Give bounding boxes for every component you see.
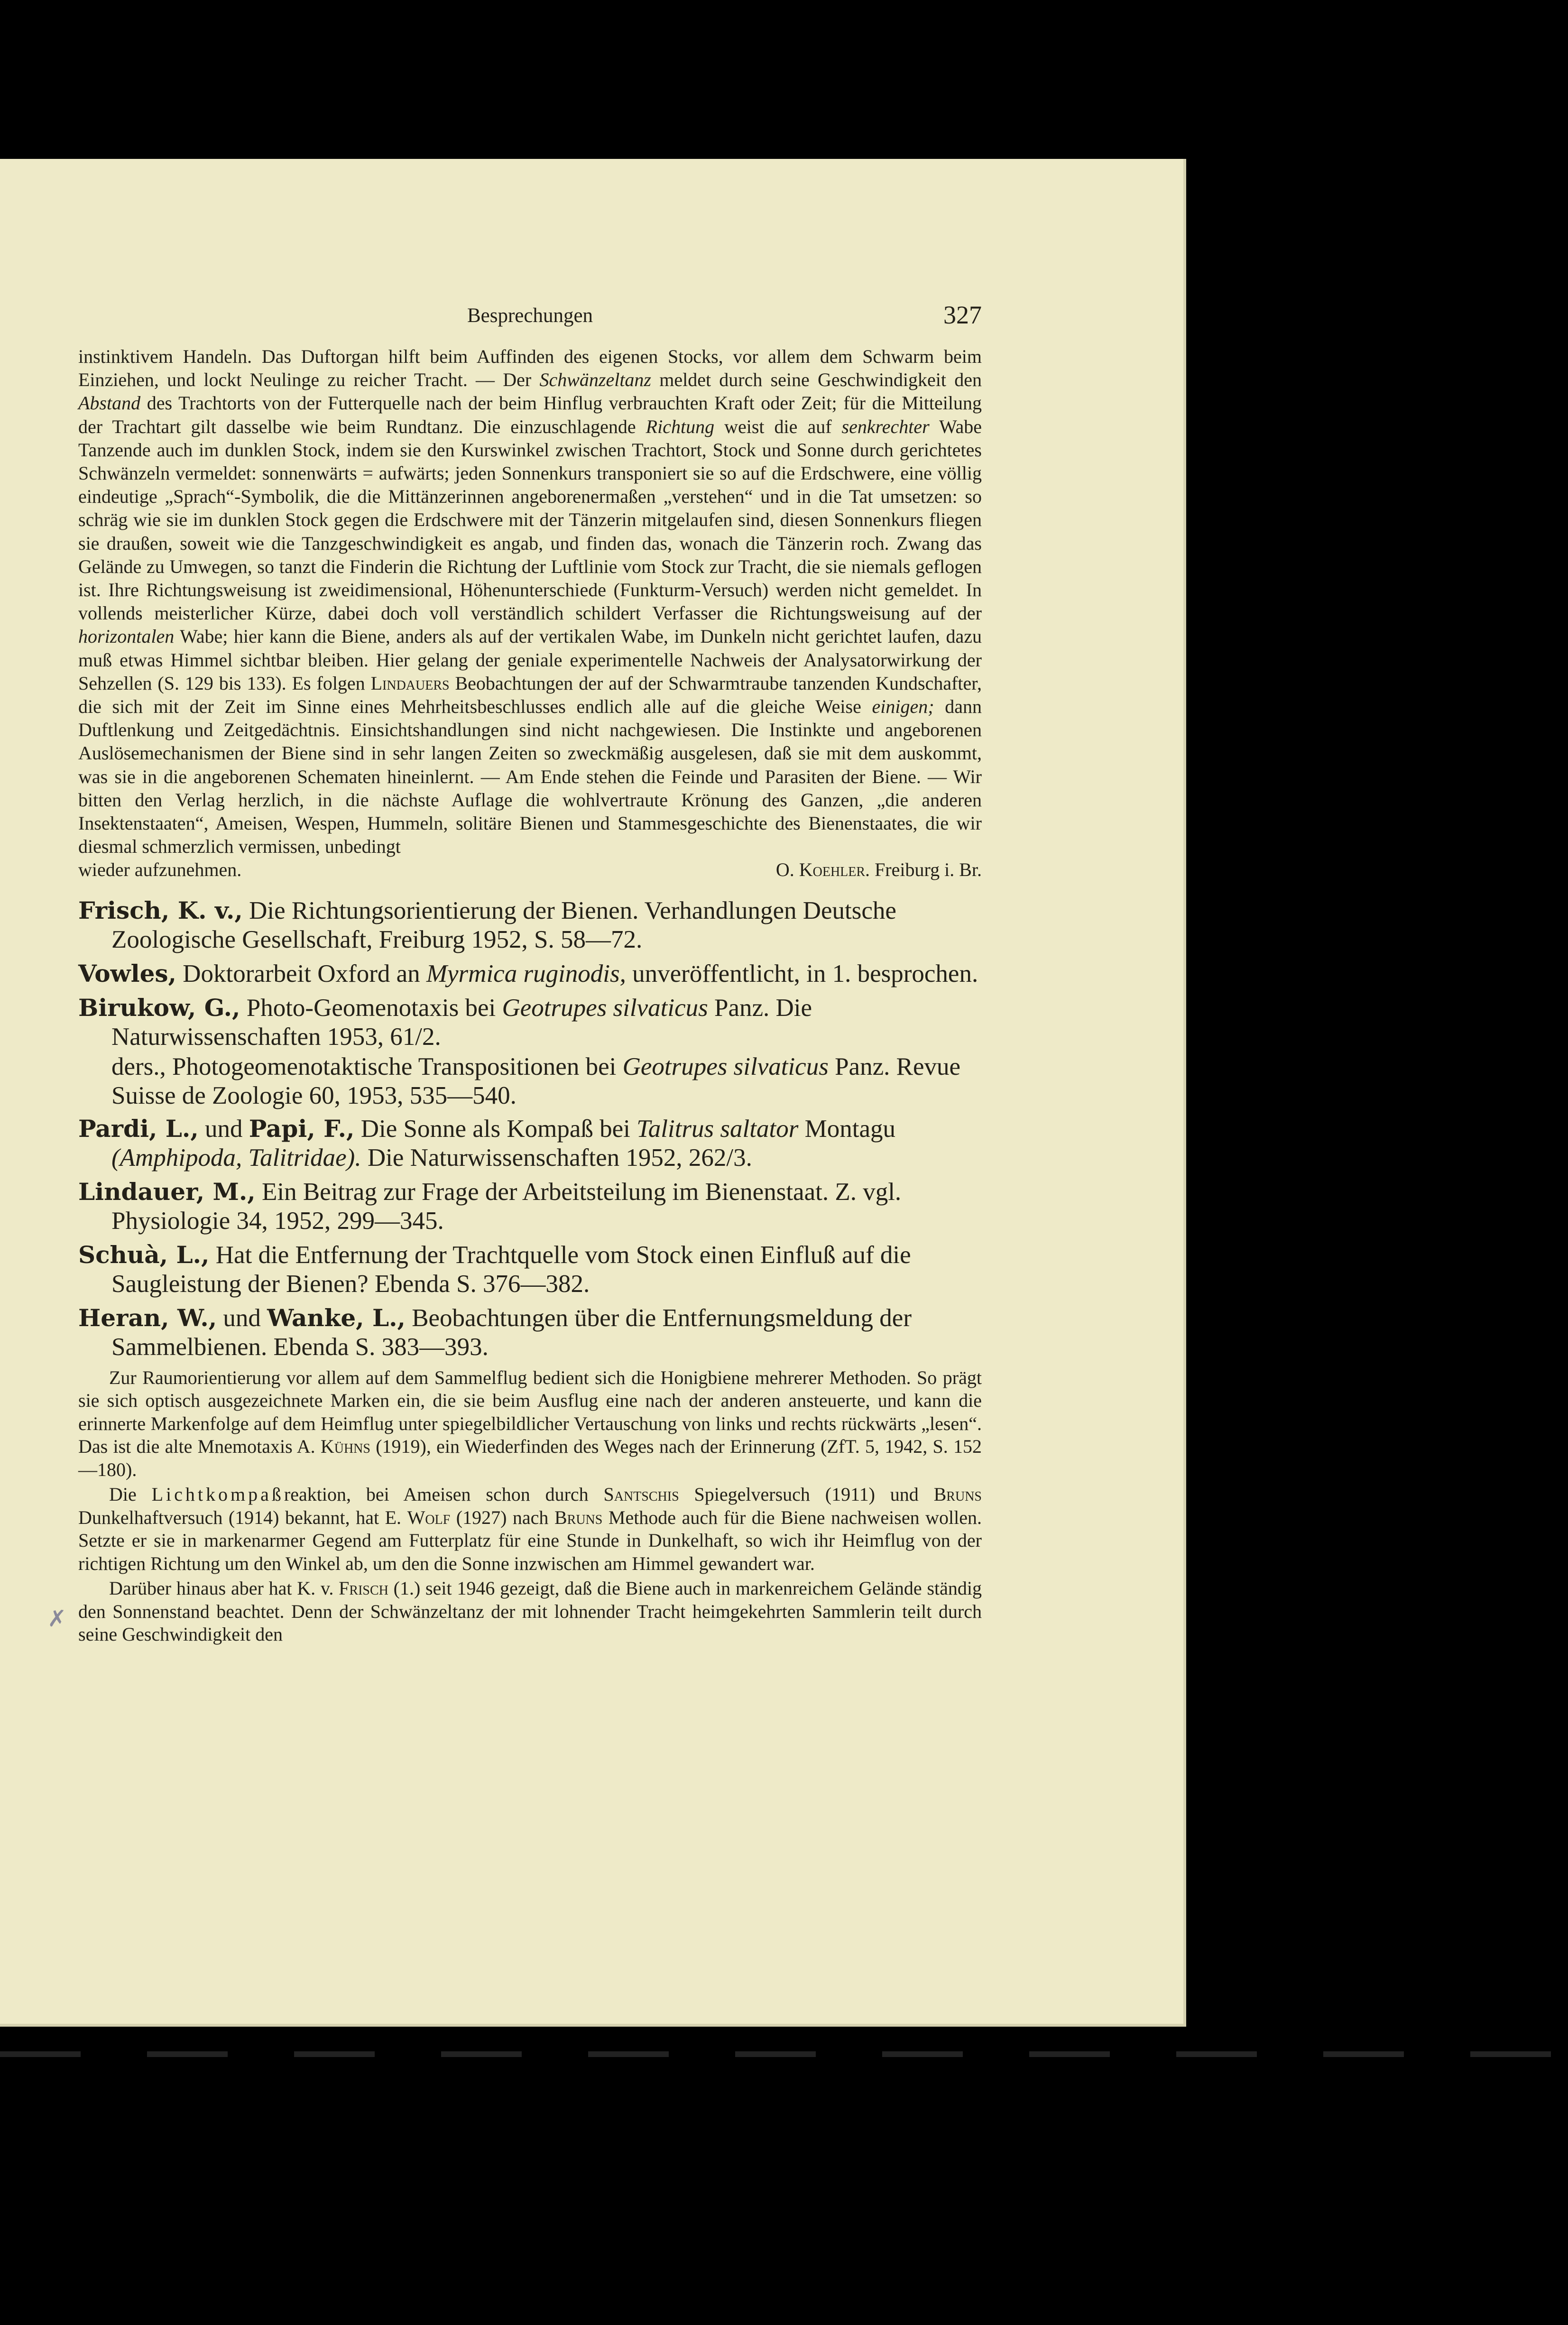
- abstract-paragraph: [78, 1483, 982, 1575]
- reference-author: Birukow, G.,: [78, 993, 240, 1022]
- pencil-mark-icon: ✗: [47, 1606, 67, 1632]
- author-name: Frisch: [339, 1578, 388, 1599]
- reviewer-name: O. Koehler.: [775, 859, 870, 881]
- reference-species: Geotrupes silvaticus: [502, 994, 708, 1022]
- reference-text: Panz. Revue Suisse de Zoologie 60, 1953, 535—540.: [111, 1052, 961, 1109]
- author-name: Bruns: [554, 1506, 603, 1528]
- review-text: meldet durch seine Geschwindigkeit den: [651, 369, 982, 391]
- reference-continuation: [78, 1052, 982, 1110]
- reference-author: Frisch, K. v.,: [78, 896, 243, 924]
- abstract-text: Darüber hinaus aber hat K. v.: [109, 1578, 339, 1599]
- reference-text: Die Naturwissenschaften 1952, 262/3.: [361, 1144, 752, 1172]
- abstract-text: Die: [109, 1484, 152, 1505]
- review-emphasis: Richtung: [646, 415, 715, 437]
- reference-entry: [78, 959, 982, 988]
- reviewer-place: Freiburg i. Br.: [875, 859, 982, 881]
- author-name: Kühns: [320, 1436, 370, 1458]
- signature: [776, 858, 982, 881]
- abstract-text: Dunkelhaftversuch (1914) bekannt, hat E.: [78, 1506, 407, 1528]
- review-text: weist die auf: [714, 415, 842, 437]
- reference-author: Papi, F.,: [249, 1114, 355, 1143]
- reference-author: Lindauer, M.,: [78, 1177, 256, 1206]
- review-emphasis: senkrechter: [841, 415, 930, 437]
- abstract-text: (1.) seit 1946 gezeigt, daß die Biene auch in markenreichem Gelände ständig den Sonnenstand beachtet. Denn der Schwänzeltanz der mit lohnender Tracht heimgekehrten Sammlerin teilt durch seine Geschwindigkeit den: [78, 1578, 982, 1645]
- reference-text: Doktorarbeit Oxford an: [176, 960, 426, 987]
- reference-list: [78, 896, 982, 1362]
- author-name: Bruns: [933, 1484, 982, 1505]
- review-text: Wabe Tanzende auch im dunklen Stock, indem sie den Kurswinkel zwischen Trachtort, Stock und Sonne durch gerichtetes Schwänzeln vermeldet: sonnenwärts = aufwärts; jeden Sonnenkurs transponiert sie so auf die Erdschwere, eine völlig eindeutige „Sprach“-Symbolik, die die Mittänzerinnen angeborenermaßen „verstehen“ und in die Tat umsetzen: so schräg wie sie im dunklen Stock gegen die Erdschwere mit der Tänzerin mitgelaufen sind, diesen Sonnenkurs fliegen sie draußen, soweit wie die Tanzgeschwindigkeit es angab, und finden das, wonach die Tänzerin roch. Zwang das Gelände zu Umwegen, so tanzt die Finderin die Richtung der Luftlinie vom Stock zur Tracht, die sie niemals geflogen ist. Ihre Richtungsweisung ist zweidimensional, Höhenunterschiede (Funkturm-Versuch) werden nicht gemeldet. In vollends meisterlicher Kürze, dabei doch voll verständlich schildert Verfasser die Richtungsweisung auf der: [78, 415, 982, 624]
- reference-text: Panz. Die Naturwissenschaften 1953, 61/2.: [111, 994, 812, 1051]
- abstract: [78, 1366, 982, 1646]
- abstract-text: Spiegelversuch (1911) und: [679, 1484, 934, 1505]
- review-emphasis: Abstand: [78, 392, 141, 414]
- reference-text: Montagu: [798, 1115, 895, 1143]
- reference-connector: und: [217, 1304, 267, 1332]
- reference-entry: [78, 1240, 982, 1299]
- review-emphasis: einigen;: [872, 696, 934, 718]
- abstract-text: Methode auch für die Biene nachweisen wollen. Setzte er sie in markenarmer Gegend am Futterplatz für eine Stunde in Dunkelhaft, so wich ihr Heimflug von der richtigen Richtung um den Winkel ab, um den die Sonne inzwischen am Himmel gewandert war.: [78, 1506, 982, 1574]
- reference-text: unveröffentlicht, in 1. besprochen.: [626, 960, 978, 987]
- reference-entry: [78, 1303, 982, 1362]
- reference-author: Vowles,: [78, 959, 176, 987]
- reference-text: Die Richtungsorientierung der Bienen. Verhandlungen Deutsche Zoologische Gesellschaft, Freiburg 1952, S. 58—72.: [111, 896, 896, 953]
- abstract-text: (1927) nach: [450, 1506, 554, 1528]
- reference-text: Beobachtungen über die Entfernungsmeldung der Sammelbienen. Ebenda S. 383—393.: [111, 1304, 912, 1361]
- reference-text: Die Sonne als Kompaß bei: [354, 1115, 637, 1143]
- review-text: instinktivem Handeln. Das Duftorgan hilft beim Auffinden des eigenen Stocks, vor allem dem Schwarm beim Einziehen, und lockt Neulinge zu reicher Tracht. — Der: [78, 346, 982, 391]
- scan-border-artifact: [0, 2051, 1568, 2057]
- review-signature-line: [78, 858, 982, 881]
- abstract-text: reaktion, bei Ameisen schon durch: [284, 1484, 604, 1505]
- review-emphasis: Schwänzeltanz: [539, 369, 651, 391]
- reference-species: Myrmica ruginodis,: [426, 960, 626, 987]
- reference-connector: und: [198, 1115, 249, 1143]
- author-name: Lindauers: [370, 672, 450, 694]
- reference-entry: [78, 1177, 982, 1236]
- scanned-page: [0, 159, 1186, 2027]
- reference-entry: [78, 993, 982, 1052]
- review-text: Wabe; hier kann die Biene, anders als auf der vertikalen Wabe, im Dunkeln nicht gerichtet laufen, dazu muß etwas Himmel sichtbar bleiben. Hier gelang der geniale experimentelle Nachweis der Analysatorwirkung der Sehzellen (S. 129 bis 133). Es folgen: [78, 626, 982, 694]
- running-head: [78, 301, 982, 330]
- abstract-paragraph: [78, 1577, 982, 1646]
- reference-species: (Amphipoda, Talitridae).: [111, 1144, 361, 1172]
- reference-text: Photo-Geomenotaxis bei: [240, 994, 502, 1022]
- abstract-text: Zur Raumorientierung vor allem auf dem Sammelflug bedient sich die Honigbiene mehrerer Methoden. So prägt sie sich optisch ausgezeichnete Marken ein, die sie beim Ausflug eine nach der anderen ansteuerte, und kann die erinnerte Markenfolge auf dem Heimflug unter spiegelbildlicher Vertauschung von links und rechts rückwärts „lesen“. Das ist die alte Mnemotaxis A.: [78, 1366, 982, 1458]
- page-number: 327: [943, 301, 982, 329]
- review-text: des Trachtorts von der Futterquelle nach der beim Hinflug verbrauchten Kraft oder Zeit; für die Mitteilung der Trachtart gilt dasselbe wie beim Rundtanz. Die einzuschlagende: [78, 392, 982, 437]
- reference-species: Talitrus saltator: [636, 1115, 799, 1143]
- review-emphasis: horizontalen: [78, 626, 175, 647]
- section-title: Besprechungen: [467, 304, 593, 327]
- abstract-text: (1919), ein Wiederfinden des Weges nach der Erinnerung (ZfT. 5, 1942, S. 152—180).: [78, 1436, 982, 1480]
- spaced-term: Lichtkompaß: [151, 1484, 284, 1505]
- review-text: dann Duftlenkung und Zeitgedächtnis. Einsichtshandlungen sind nicht nachgewiesen. Die Instinkte und angeborenen Auslösemechanismen der Biene sind in sehr langen Zeiten so zweckmäßig ausgelesen, daß sie mit dem auskommt, was sie in die angeborenen Schematen hineinlernt. — Am Ende stehen die Feinde und Parasiten der Biene. — Wir bitten den Verlag herzlich, in die nächste Auflage die wohlvertraute Krönung des Ganzen, „die anderen Insektenstaaten“, Ameisen, Wespen, Hummeln, solitäre Bienen und Stammesgeschichte des Bienenstaates, die wir diesmal schmerzlich vermissen, unbedingt: [78, 696, 982, 858]
- author-name: Wolf: [407, 1506, 451, 1528]
- reference-text: ders., Photogeomenotaktische Transpositionen bei: [111, 1052, 623, 1080]
- reference-text: Hat die Entfernung der Trachtquelle vom Stock einen Einfluß auf die Saugleistung der Bienen? Ebenda S. 376—382.: [111, 1241, 911, 1298]
- reference-author: Wanke, L.,: [267, 1303, 406, 1332]
- review-paragraph: [78, 345, 982, 858]
- reference-entry: [78, 1114, 982, 1172]
- review-text: Beobachtungen der auf der Schwarmtraube tanzenden Kundschafter, die sich mit der Zeit im Sinne eines Mehrheitsbeschlusses endlich alle auf die gleiche Weise: [78, 672, 982, 718]
- reference-author: Pardi, L.,: [78, 1114, 199, 1143]
- reference-text: Ein Beitrag zur Frage der Arbeitsteilung im Bienenstaat. Z. vgl. Physiologie 34, 1952, 299—345.: [111, 1178, 902, 1235]
- reference-author: Heran, W.,: [78, 1303, 217, 1332]
- author-name: Santschis: [603, 1484, 679, 1505]
- abstract-paragraph: [78, 1366, 982, 1482]
- review-last-line: wieder aufzunehmen.: [78, 859, 242, 881]
- text-column: [78, 301, 982, 1648]
- reference-entry: [78, 896, 982, 954]
- reference-author: Schuà, L.,: [78, 1240, 210, 1269]
- reference-species: Geotrupes silvaticus: [622, 1052, 829, 1080]
